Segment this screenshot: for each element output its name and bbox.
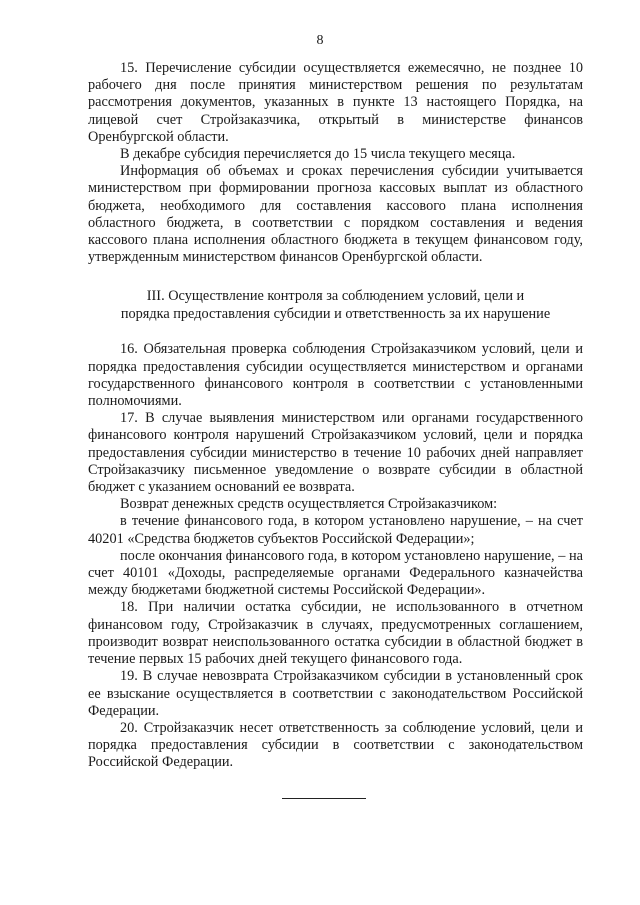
paragraph-information: Информация об объемах и сроках перечисления субсидии учитывается министерством при формировании прогноза кассовых выплат из областного бюджета, необходимого для составления кассового плана исполнения областного бюджета, в соответствии с порядком составления и ведения кассового плана исполнения областного бюджета в текущем финансовом году, утвержденным министерством финансов Оренбургской области.	[88, 163, 583, 266]
paragraph-19: 19. В случае невозврата Стройзаказчиком субсидии в установленный срок ее взыскание осуществляется в соответствии с законодательством Российской Федерации.	[88, 668, 583, 719]
section-title-line-2: порядка предоставления субсидии и ответственность за их нарушение	[120, 305, 551, 322]
paragraph-december: В декабре субсидия перечисляется до 15 числа текущего месяца.	[120, 146, 516, 163]
paragraph-refund-after-year: после окончания финансового года, в котором установлено нарушение, – на счет 40101 «Доходы, распределяемые органами Федерального казначейства между бюджетами бюджетной системы Российской Федерации».	[88, 547, 583, 599]
paragraph-16: 16. Обязательная проверка соблюдения Стройзаказчиком условий, цели и порядка предоставления субсидии осуществляется министерством и органами государственного финансового контроля в соответствии с установленными полномочиями.	[88, 341, 583, 410]
page-number: 8	[316, 33, 324, 48]
paragraph-20: 20. Стройзаказчик несет ответственность за соблюдение условий, цели и порядка предоставления субсидии в соответствии с законодательством Российской Федерации.	[88, 719, 583, 771]
paragraph-refund-current-year: в течение финансового года, в котором установлено нарушение, – на счет 40201 «Средства бюджетов субъектов Российской Федерации»;	[88, 513, 583, 547]
paragraph-15: 15. Перечисление субсидии осуществляется ежемесячно, не позднее 10 рабочего дня после принятия министерством решения по результатам рассмотрения документов, указанных в пункте 13 настоящего Порядка, на лицевой счет Стройзаказчика, открытый в министерстве финансов Оренбургской области.	[88, 60, 583, 145]
end-divider-line	[282, 798, 366, 799]
document-body	[88, 60, 583, 772]
paragraph-refund-intro: Возврат денежных средств осуществляется Стройзаказчиком:	[120, 496, 498, 513]
paragraph-17: 17. В случае выявления министерством или органами государственного финансового контроля нарушений Стройзаказчиком условий, цели и порядка предоставления субсидии министерство в течение 10 рабочих дней направляет Стройзаказчику письменное уведомление о возврате субсидии в областной бюджет с указанием оснований ее возврата.	[88, 410, 583, 496]
section-title	[88, 288, 583, 323]
section-title-line-1: III. Осуществление контроля за соблюдением условий, цели и	[146, 288, 525, 305]
paragraph-18: 18. При наличии остатка субсидии, не использованного в отчетном финансовом году, Стройзаказчик в случаях, предусмотренных соглашением, производит возврат неиспользованного остатка субсидии в областной бюджет в течение первых 15 рабочих дней текущего финансового года.	[88, 599, 583, 668]
